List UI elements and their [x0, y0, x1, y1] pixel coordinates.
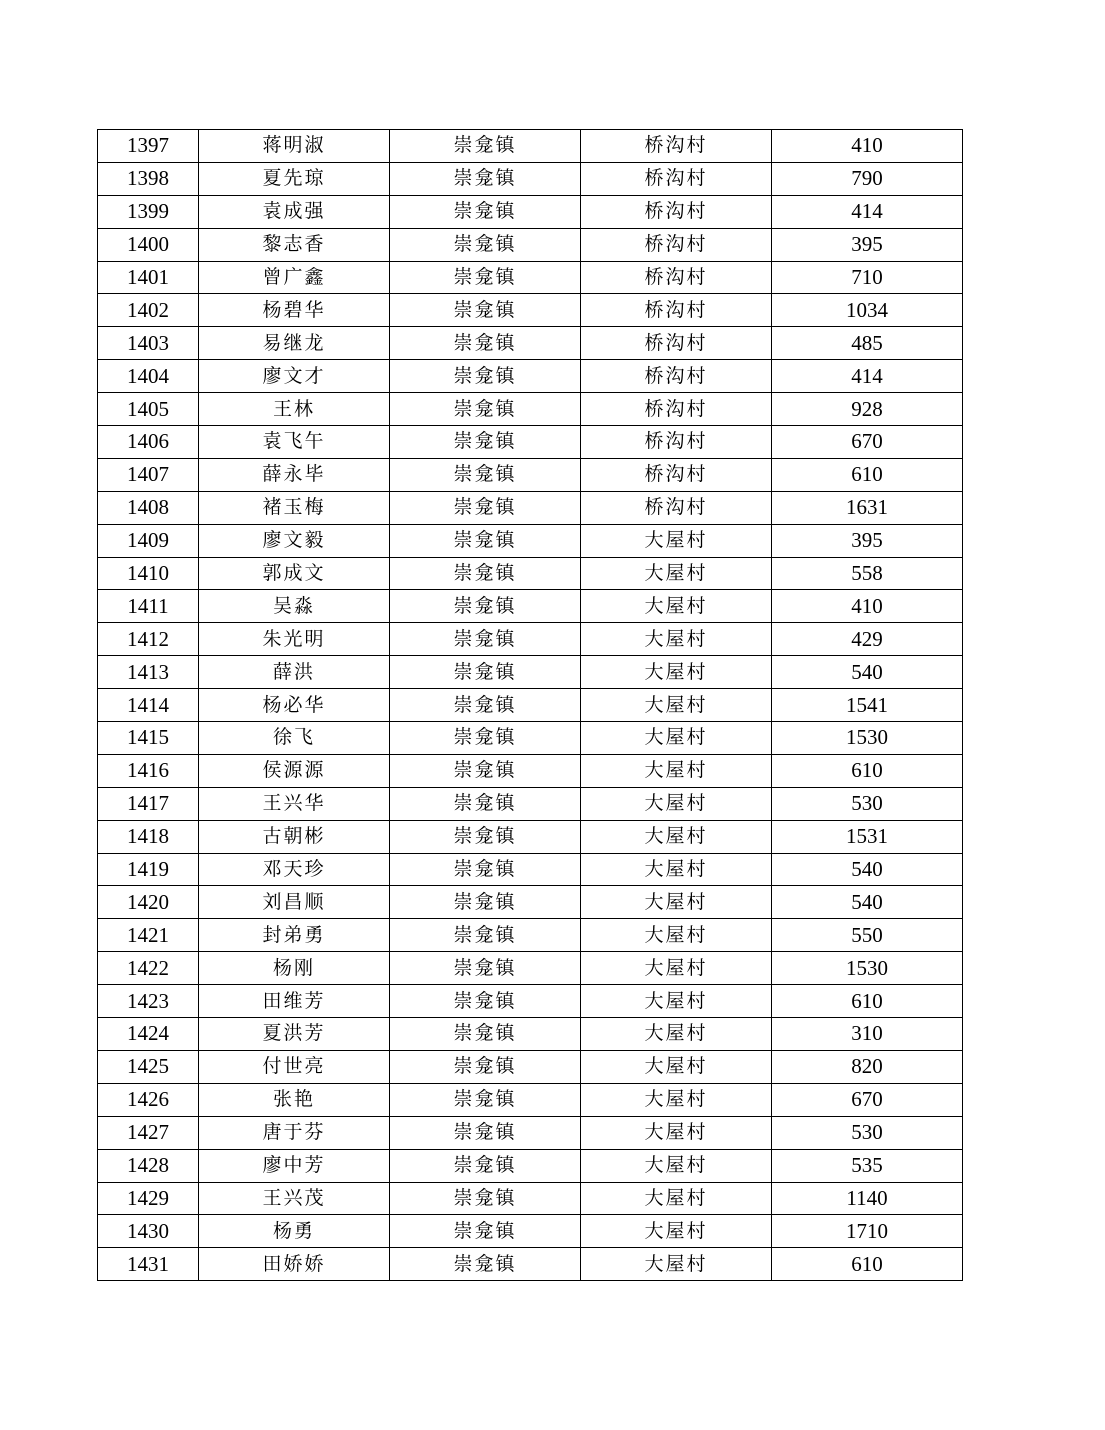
cell-town: 崇龛镇 [390, 853, 581, 886]
cell-name: 邓天珍 [199, 853, 390, 886]
cell-village: 大屋村 [581, 919, 772, 952]
cell-town: 崇龛镇 [390, 557, 581, 590]
cell-amount: 710 [772, 261, 963, 294]
cell-name: 吴淼 [199, 590, 390, 623]
cell-town: 崇龛镇 [390, 952, 581, 985]
table-row [98, 195, 963, 228]
cell-village: 大屋村 [581, 656, 772, 689]
cell-number: 1431 [98, 1248, 199, 1281]
cell-town: 崇龛镇 [390, 327, 581, 360]
cell-name: 田娇娇 [199, 1248, 390, 1281]
cell-name: 王兴茂 [199, 1182, 390, 1215]
table-row [98, 722, 963, 755]
cell-village: 大屋村 [581, 1182, 772, 1215]
cell-amount: 410 [772, 590, 963, 623]
cell-town: 崇龛镇 [390, 261, 581, 294]
cell-town: 崇龛镇 [390, 491, 581, 524]
cell-name: 王林 [199, 393, 390, 426]
cell-village: 大屋村 [581, 787, 772, 820]
cell-town: 崇龛镇 [390, 1182, 581, 1215]
cell-amount: 414 [772, 195, 963, 228]
cell-number: 1407 [98, 458, 199, 491]
cell-number: 1427 [98, 1116, 199, 1149]
cell-town: 崇龛镇 [390, 1215, 581, 1248]
cell-village: 桥沟村 [581, 261, 772, 294]
cell-number: 1412 [98, 623, 199, 656]
cell-town: 崇龛镇 [390, 524, 581, 557]
table-row [98, 228, 963, 261]
cell-village: 桥沟村 [581, 294, 772, 327]
table-row [98, 590, 963, 623]
cell-amount: 550 [772, 919, 963, 952]
cell-town: 崇龛镇 [390, 1116, 581, 1149]
table-row [98, 1083, 963, 1116]
cell-amount: 610 [772, 754, 963, 787]
cell-name: 徐飞 [199, 722, 390, 755]
table-row [98, 1116, 963, 1149]
cell-amount: 1541 [772, 689, 963, 722]
cell-town: 崇龛镇 [390, 1248, 581, 1281]
table-row [98, 1182, 963, 1215]
cell-number: 1414 [98, 689, 199, 722]
cell-village: 大屋村 [581, 689, 772, 722]
cell-number: 1424 [98, 1018, 199, 1051]
table-row [98, 1018, 963, 1051]
cell-amount: 790 [772, 162, 963, 195]
cell-number: 1406 [98, 426, 199, 459]
cell-amount: 310 [772, 1018, 963, 1051]
cell-number: 1410 [98, 557, 199, 590]
cell-name: 唐于芬 [199, 1116, 390, 1149]
cell-name: 曾广鑫 [199, 261, 390, 294]
cell-number: 1409 [98, 524, 199, 557]
table-row [98, 458, 963, 491]
cell-amount: 1530 [772, 952, 963, 985]
cell-town: 崇龛镇 [390, 1149, 581, 1182]
table-row [98, 426, 963, 459]
cell-town: 崇龛镇 [390, 393, 581, 426]
cell-name: 田维芳 [199, 985, 390, 1018]
cell-number: 1413 [98, 656, 199, 689]
cell-number: 1397 [98, 130, 199, 163]
cell-name: 廖中芳 [199, 1149, 390, 1182]
cell-amount: 395 [772, 228, 963, 261]
table-row [98, 689, 963, 722]
cell-name: 杨刚 [199, 952, 390, 985]
cell-town: 崇龛镇 [390, 195, 581, 228]
cell-town: 崇龛镇 [390, 820, 581, 853]
cell-town: 崇龛镇 [390, 294, 581, 327]
cell-village: 大屋村 [581, 820, 772, 853]
cell-name: 夏先琼 [199, 162, 390, 195]
cell-name: 封弟勇 [199, 919, 390, 952]
cell-town: 崇龛镇 [390, 722, 581, 755]
table-row [98, 557, 963, 590]
cell-name: 张艳 [199, 1083, 390, 1116]
table-row [98, 754, 963, 787]
cell-number: 1398 [98, 162, 199, 195]
table-row [98, 130, 963, 163]
cell-name: 杨碧华 [199, 294, 390, 327]
table-row [98, 886, 963, 919]
cell-amount: 1530 [772, 722, 963, 755]
cell-village: 大屋村 [581, 1116, 772, 1149]
table-row [98, 623, 963, 656]
cell-village: 大屋村 [581, 1215, 772, 1248]
cell-number: 1417 [98, 787, 199, 820]
cell-amount: 530 [772, 787, 963, 820]
cell-village: 大屋村 [581, 754, 772, 787]
table-row [98, 952, 963, 985]
cell-amount: 1034 [772, 294, 963, 327]
cell-number: 1418 [98, 820, 199, 853]
cell-town: 崇龛镇 [390, 656, 581, 689]
cell-town: 崇龛镇 [390, 228, 581, 261]
cell-number: 1402 [98, 294, 199, 327]
cell-town: 崇龛镇 [390, 1050, 581, 1083]
cell-number: 1422 [98, 952, 199, 985]
cell-village: 桥沟村 [581, 491, 772, 524]
table-row [98, 787, 963, 820]
cell-number: 1420 [98, 886, 199, 919]
cell-name: 薛洪 [199, 656, 390, 689]
cell-village: 大屋村 [581, 952, 772, 985]
cell-number: 1416 [98, 754, 199, 787]
cell-town: 崇龛镇 [390, 1018, 581, 1051]
cell-number: 1408 [98, 491, 199, 524]
table-row [98, 393, 963, 426]
cell-number: 1403 [98, 327, 199, 360]
cell-name: 夏洪芳 [199, 1018, 390, 1051]
cell-town: 崇龛镇 [390, 886, 581, 919]
cell-village: 大屋村 [581, 1248, 772, 1281]
cell-town: 崇龛镇 [390, 162, 581, 195]
cell-town: 崇龛镇 [390, 754, 581, 787]
cell-amount: 558 [772, 557, 963, 590]
cell-amount: 540 [772, 853, 963, 886]
cell-town: 崇龛镇 [390, 590, 581, 623]
cell-number: 1430 [98, 1215, 199, 1248]
cell-village: 大屋村 [581, 985, 772, 1018]
cell-name: 廖文毅 [199, 524, 390, 557]
cell-amount: 535 [772, 1149, 963, 1182]
cell-number: 1423 [98, 985, 199, 1018]
cell-village: 桥沟村 [581, 228, 772, 261]
cell-name: 杨勇 [199, 1215, 390, 1248]
cell-number: 1421 [98, 919, 199, 952]
cell-name: 刘昌顺 [199, 886, 390, 919]
cell-town: 崇龛镇 [390, 360, 581, 393]
cell-town: 崇龛镇 [390, 985, 581, 1018]
cell-number: 1425 [98, 1050, 199, 1083]
table-row [98, 261, 963, 294]
cell-name: 朱光明 [199, 623, 390, 656]
cell-name: 袁飞午 [199, 426, 390, 459]
cell-village: 大屋村 [581, 623, 772, 656]
cell-town: 崇龛镇 [390, 623, 581, 656]
cell-name: 王兴华 [199, 787, 390, 820]
data-table [97, 129, 963, 1281]
cell-amount: 414 [772, 360, 963, 393]
cell-number: 1400 [98, 228, 199, 261]
cell-number: 1429 [98, 1182, 199, 1215]
cell-name: 褚玉梅 [199, 491, 390, 524]
cell-village: 大屋村 [581, 524, 772, 557]
table-row [98, 1215, 963, 1248]
cell-village: 大屋村 [581, 590, 772, 623]
table-row [98, 491, 963, 524]
cell-town: 崇龛镇 [390, 426, 581, 459]
cell-amount: 429 [772, 623, 963, 656]
cell-village: 大屋村 [581, 853, 772, 886]
table-row [98, 524, 963, 557]
cell-number: 1405 [98, 393, 199, 426]
table-row [98, 1149, 963, 1182]
cell-village: 桥沟村 [581, 130, 772, 163]
cell-number: 1411 [98, 590, 199, 623]
table-row [98, 985, 963, 1018]
table-body [98, 130, 963, 1281]
cell-amount: 1140 [772, 1182, 963, 1215]
cell-village: 大屋村 [581, 722, 772, 755]
cell-village: 桥沟村 [581, 162, 772, 195]
cell-town: 崇龛镇 [390, 458, 581, 491]
cell-amount: 820 [772, 1050, 963, 1083]
cell-name: 蒋明淑 [199, 130, 390, 163]
cell-town: 崇龛镇 [390, 130, 581, 163]
cell-amount: 540 [772, 886, 963, 919]
table-row [98, 919, 963, 952]
cell-amount: 395 [772, 524, 963, 557]
table-row [98, 327, 963, 360]
table-row [98, 1248, 963, 1281]
cell-amount: 1531 [772, 820, 963, 853]
cell-number: 1415 [98, 722, 199, 755]
cell-amount: 540 [772, 656, 963, 689]
cell-name: 杨必华 [199, 689, 390, 722]
cell-number: 1404 [98, 360, 199, 393]
cell-village: 桥沟村 [581, 360, 772, 393]
cell-amount: 530 [772, 1116, 963, 1149]
cell-town: 崇龛镇 [390, 787, 581, 820]
cell-name: 付世亮 [199, 1050, 390, 1083]
cell-amount: 670 [772, 426, 963, 459]
cell-amount: 1631 [772, 491, 963, 524]
table-row [98, 294, 963, 327]
cell-number: 1428 [98, 1149, 199, 1182]
cell-village: 大屋村 [581, 1050, 772, 1083]
table-row [98, 162, 963, 195]
cell-amount: 928 [772, 393, 963, 426]
cell-town: 崇龛镇 [390, 919, 581, 952]
cell-village: 大屋村 [581, 1083, 772, 1116]
cell-village: 桥沟村 [581, 195, 772, 228]
cell-amount: 410 [772, 130, 963, 163]
cell-amount: 485 [772, 327, 963, 360]
cell-name: 黎志香 [199, 228, 390, 261]
cell-name: 袁成强 [199, 195, 390, 228]
table-row [98, 1050, 963, 1083]
table-row [98, 656, 963, 689]
cell-name: 廖文才 [199, 360, 390, 393]
cell-amount: 610 [772, 985, 963, 1018]
cell-village: 桥沟村 [581, 393, 772, 426]
cell-amount: 610 [772, 458, 963, 491]
cell-town: 崇龛镇 [390, 689, 581, 722]
table-row [98, 820, 963, 853]
cell-village: 大屋村 [581, 1018, 772, 1051]
cell-name: 易继龙 [199, 327, 390, 360]
cell-name: 古朝彬 [199, 820, 390, 853]
cell-number: 1401 [98, 261, 199, 294]
cell-village: 桥沟村 [581, 327, 772, 360]
cell-village: 大屋村 [581, 1149, 772, 1182]
cell-amount: 1710 [772, 1215, 963, 1248]
cell-name: 薛永毕 [199, 458, 390, 491]
cell-name: 郭成文 [199, 557, 390, 590]
cell-village: 大屋村 [581, 886, 772, 919]
table-row [98, 853, 963, 886]
cell-town: 崇龛镇 [390, 1083, 581, 1116]
cell-number: 1419 [98, 853, 199, 886]
cell-name: 侯源源 [199, 754, 390, 787]
cell-village: 桥沟村 [581, 426, 772, 459]
cell-number: 1426 [98, 1083, 199, 1116]
cell-amount: 610 [772, 1248, 963, 1281]
table-row [98, 360, 963, 393]
cell-amount: 670 [772, 1083, 963, 1116]
cell-village: 桥沟村 [581, 458, 772, 491]
cell-number: 1399 [98, 195, 199, 228]
cell-village: 大屋村 [581, 557, 772, 590]
